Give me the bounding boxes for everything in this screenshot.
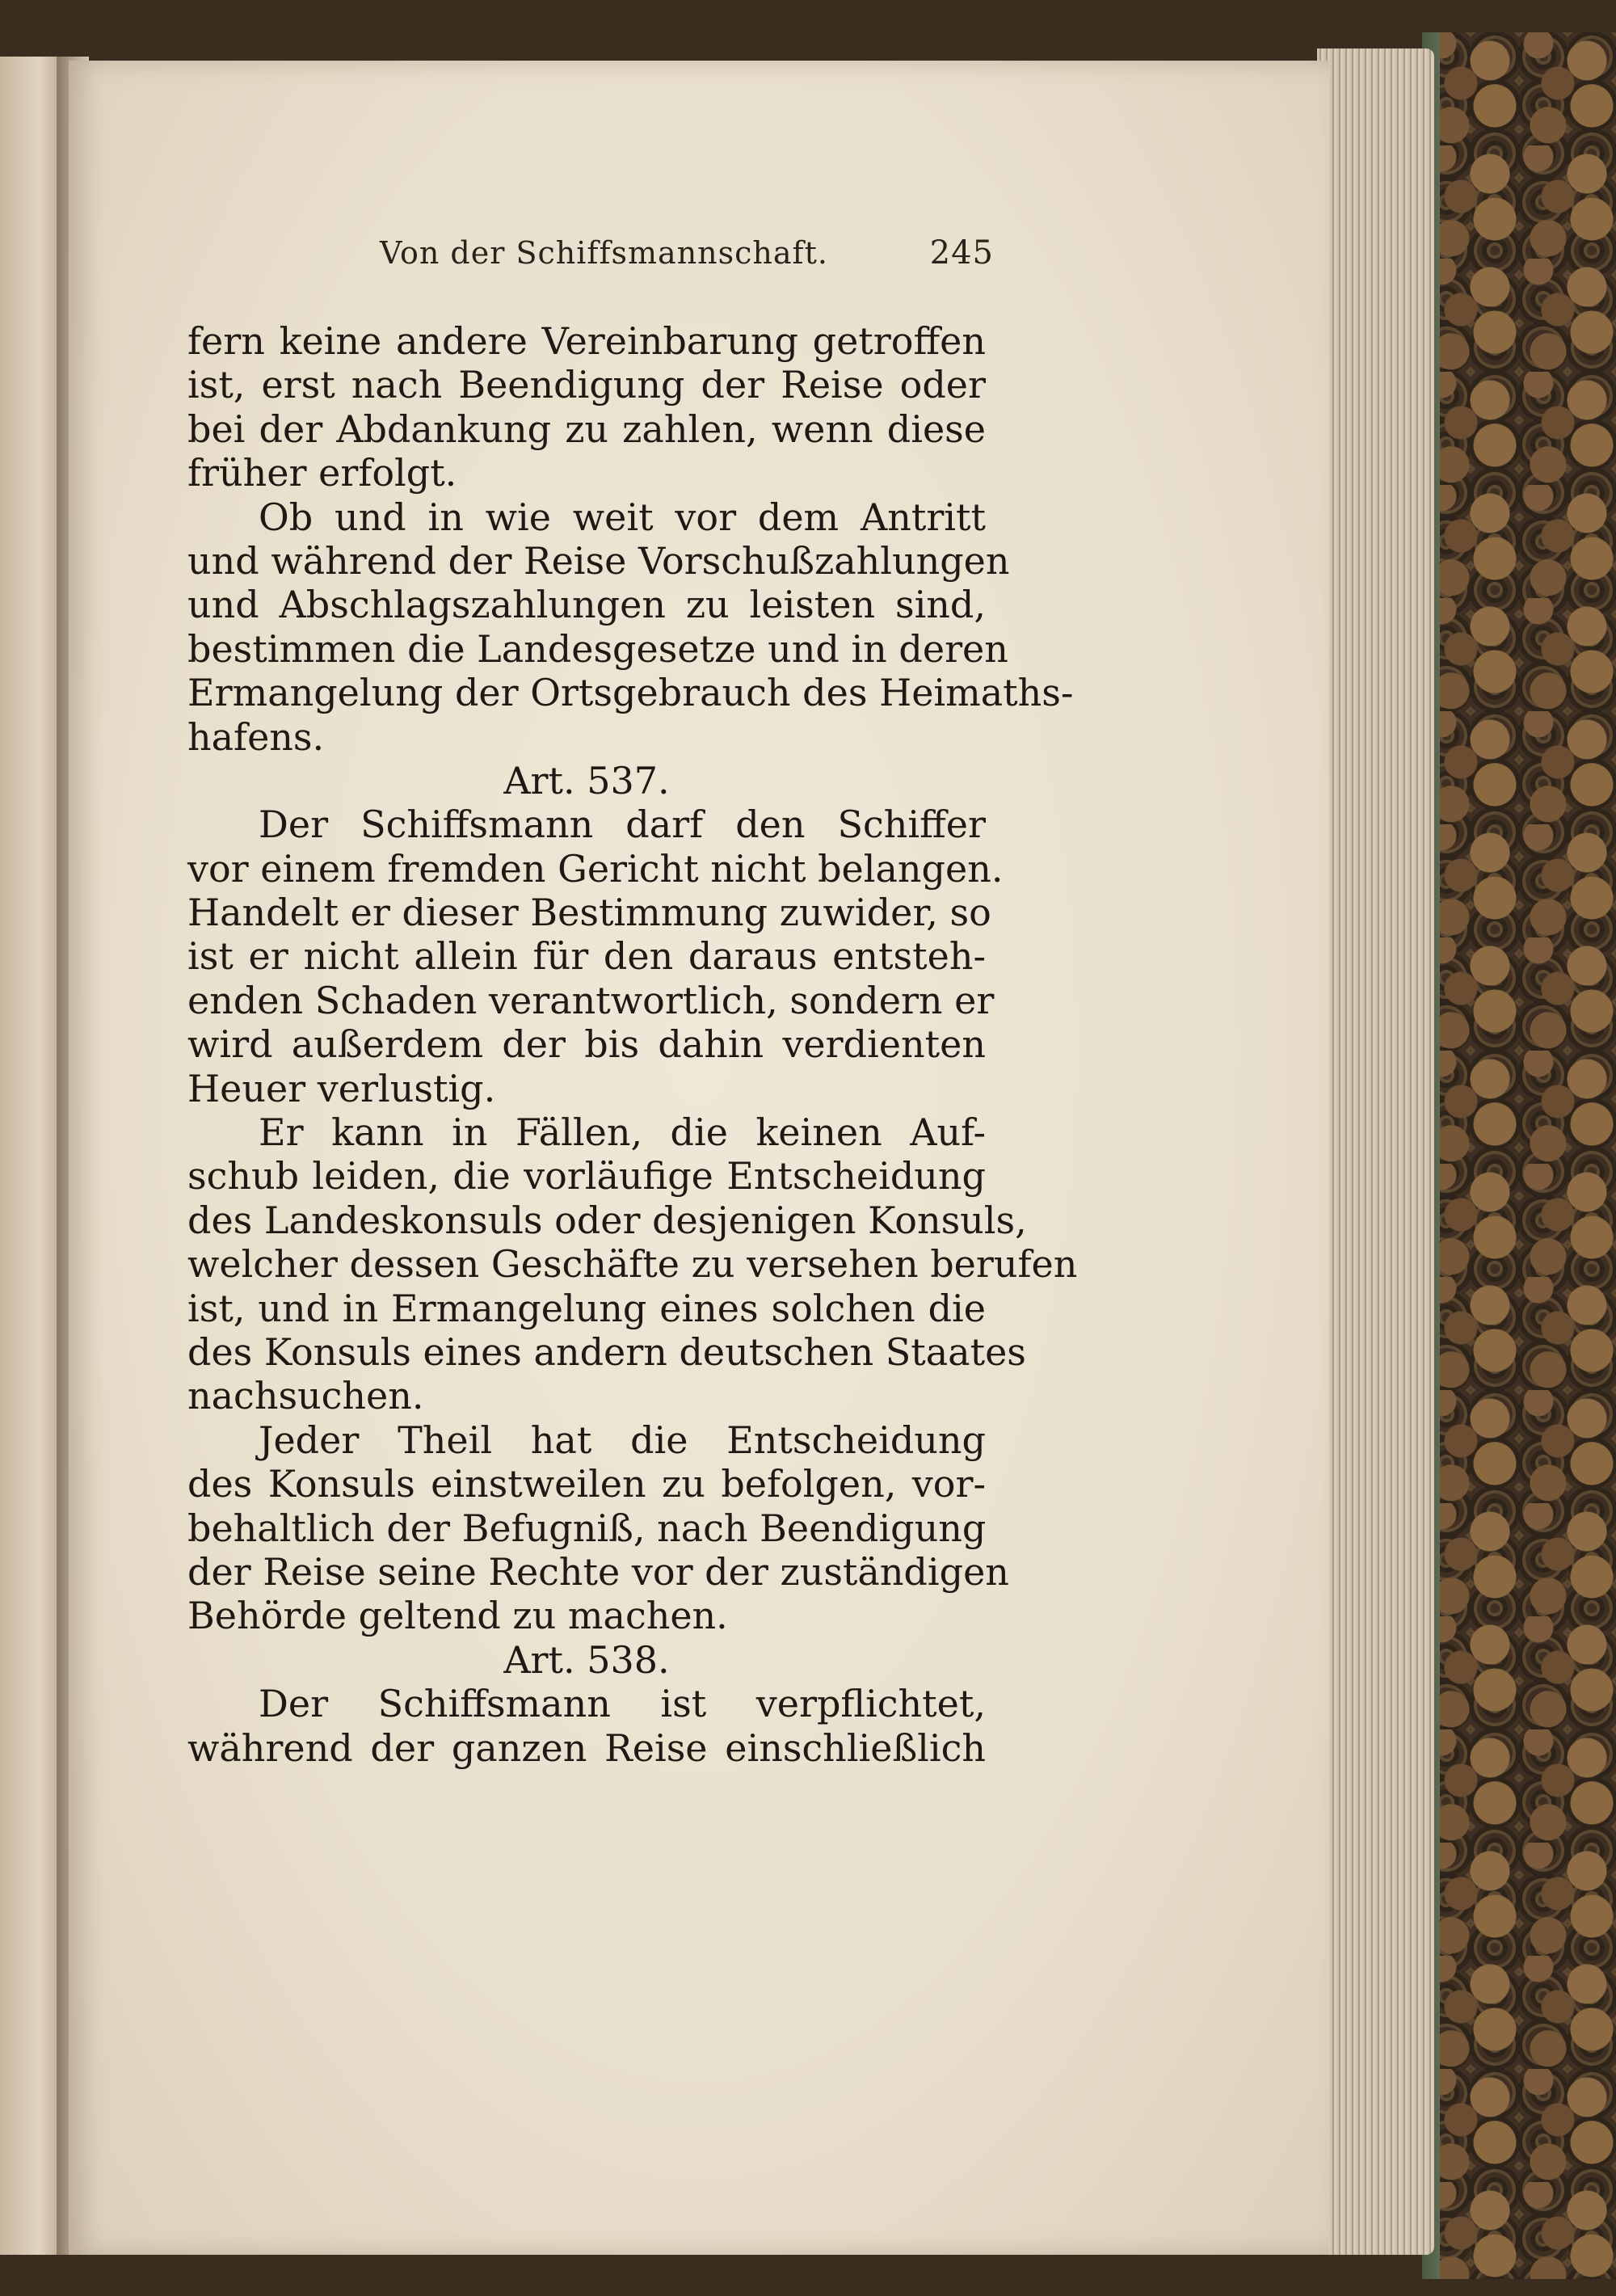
- text-line: Er kann in Fällen, die keinen Auf-: [259, 1110, 986, 1155]
- text-line: Jeder Theil hat die Entscheidung: [259, 1418, 986, 1462]
- text-line: nachsuchen.: [187, 1374, 424, 1418]
- text-line: Der Schiffsmann ist verpflichtet,: [259, 1682, 986, 1726]
- marbled-cover-board: [1422, 32, 1616, 2279]
- article-heading: Art. 538.: [503, 1637, 670, 1682]
- text-line: ist, und in Ermangelung eines solchen die: [187, 1286, 986, 1330]
- text-line: der Reise seine Rechte vor der zuständigen: [187, 1549, 1009, 1594]
- text-line: und während der Reise Vorschußzahlungen: [187, 538, 1010, 583]
- text-line: wird außerdem der bis dahin verdienten: [187, 1022, 986, 1067]
- text-line: bestimmen die Landesgesetze und in deren: [187, 626, 1008, 671]
- running-head: [380, 234, 994, 283]
- text-line: und Abschlagszahlungen zu leisten sind,: [187, 583, 986, 627]
- text-line: des Landeskonsuls oder desjenigen Konsuls,: [187, 1198, 1027, 1242]
- text-line: des Konsuls eines andern deutschen Staates: [187, 1329, 1026, 1374]
- text-line: Handelt er dieser Bestimmung zuwider, so: [187, 891, 991, 935]
- text-line: fern keine andere Vereinbarung getroffen: [187, 319, 986, 363]
- text-line: hafens.: [187, 714, 325, 759]
- text-line: vor einem fremden Gericht nicht belangen.: [187, 846, 1004, 891]
- text-line: bei der Abdankung zu zahlen, wenn diese: [187, 407, 986, 451]
- text-line: enden Schaden verantwortlich, sondern er: [187, 978, 995, 1022]
- page-body-text: [187, 319, 1078, 1770]
- facing-page-edge: [0, 57, 65, 2255]
- running-head-title: Von der Schiffsmannschaft.: [380, 235, 828, 271]
- text-line: Heuer verlustig.: [187, 1066, 496, 1110]
- text-line: schub leiden, die vorläufige Entscheidung: [187, 1154, 986, 1199]
- page-number: 245: [929, 234, 994, 272]
- text-line: des Konsuls einstweilen zu befolgen, vor-: [187, 1462, 986, 1506]
- text-line: ist er nicht allein für den daraus entsteh-: [187, 934, 986, 979]
- text-line: während der ganzen Reise einschließlich: [187, 1725, 986, 1770]
- text-line: früher erfolgt.: [187, 451, 457, 495]
- text-line: Der Schiffsmann darf den Schiffer: [259, 803, 986, 847]
- text-line: welcher dessen Geschäfte zu versehen berufen: [187, 1242, 1078, 1287]
- page-stack-edge: [1317, 48, 1434, 2255]
- text-line: Ob und in wie weit vor dem Antritt: [259, 495, 986, 539]
- text-line: Behörde geltend zu machen.: [187, 1594, 728, 1638]
- text-line: Ermangelung der Ortsgebrauch des Heimaths-: [187, 671, 1074, 715]
- text-line: behaltlich der Befugniß, nach Beendigung: [187, 1506, 987, 1550]
- article-heading: Art. 537.: [503, 758, 670, 803]
- text-line: ist, erst nach Beendigung der Reise oder: [187, 363, 986, 407]
